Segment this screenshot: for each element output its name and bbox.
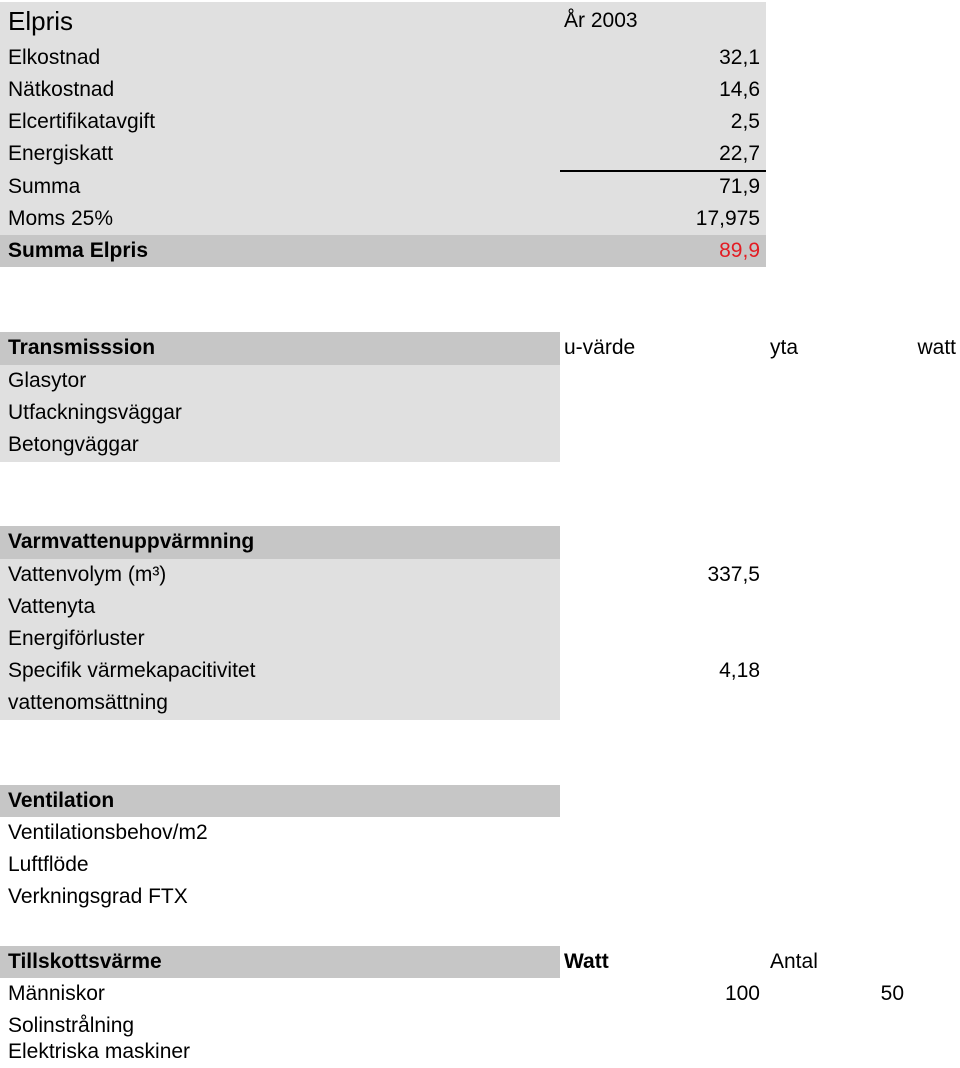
elpris-year-label[interactable]: År 2003 [564,9,638,32]
elpris-row-value[interactable]: 22,7 [719,142,760,165]
elpris-row-value[interactable]: 17,975 [695,207,760,230]
varmvatten-row-value[interactable] [560,687,760,719]
ventilation-title[interactable]: Ventilation [8,789,115,812]
elpris-row-label[interactable]: Summa [8,175,81,198]
tillskott-title[interactable]: Tillskottsvärme [8,950,162,973]
varmvatten-row-label[interactable]: Energiförluster [8,627,145,650]
elpris-title[interactable]: Elpris [8,6,74,36]
ventilation-row-label[interactable]: Luftflöde [8,853,89,876]
tillskott-row-label[interactable]: Solinstrålning [8,1014,135,1037]
elpris-row-value[interactable]: 2,5 [730,110,760,133]
tillskott-row-label[interactable]: Människor [8,982,105,1005]
transmission-col-watt[interactable]: watt [917,336,956,359]
transmission-row-label[interactable]: Betongväggar [8,433,139,456]
elpris-total-label[interactable]: Summa Elpris [8,239,149,262]
varmvatten-row-value[interactable] [560,591,760,623]
elpris-row-label[interactable]: Energiskatt [8,142,114,165]
transmission-col-area[interactable]: yta [770,336,799,359]
elpris-row-label[interactable]: Nätkostnad [8,78,115,101]
elpris-row-label[interactable]: Moms 25% [8,207,114,230]
varmvatten-row-value[interactable]: 4,18 [719,659,760,682]
varmvatten-row-label[interactable]: Specifik värmekapacitivitet [8,659,256,682]
varmvatten-title[interactable]: Varmvattenuppvärmning [8,530,255,553]
tillskott-row-watt[interactable]: 100 [724,982,760,1005]
tillskott-col-watt[interactable]: Watt [564,950,609,973]
tillskott-col-antal[interactable]: Antal [770,950,818,973]
varmvatten-row-value[interactable] [560,623,760,655]
elpris-row-label[interactable]: Elkostnad [8,46,101,69]
tillskott-row-antal[interactable] [770,1036,904,1068]
ventilation-row-label[interactable]: Verkningsgrad FTX [8,885,188,908]
tillskott-row-antal[interactable]: 50 [880,982,904,1005]
elpris-row-value[interactable]: 14,6 [719,78,760,101]
elpris-row-value[interactable]: 32,1 [719,46,760,69]
varmvatten-row-label[interactable]: Vattenyta [8,595,96,618]
ventilation-row-label[interactable]: Ventilationsbehov/m2 [8,821,208,844]
varmvatten-row-value[interactable]: 337,5 [707,563,760,586]
elpris-row-value[interactable]: 71,9 [719,175,760,198]
tillskott-row-label[interactable]: Elektriska maskiner [8,1040,191,1063]
transmission-title[interactable]: Transmisssion [8,336,156,359]
elpris-row-label[interactable]: Elcertifikatavgift [8,110,156,133]
transmission-row-label[interactable]: Utfackningsväggar [8,401,182,424]
elpris-total-value[interactable]: 89,9 [719,239,760,262]
varmvatten-row-label[interactable]: vattenomsättning [8,691,168,714]
varmvatten-row-label[interactable]: Vattenvolym (m³) [8,563,167,586]
transmission-col-u-value[interactable]: u-värde [564,336,636,359]
tillskott-row-watt[interactable] [560,1036,760,1068]
transmission-row-label[interactable]: Glasytor [8,369,87,392]
